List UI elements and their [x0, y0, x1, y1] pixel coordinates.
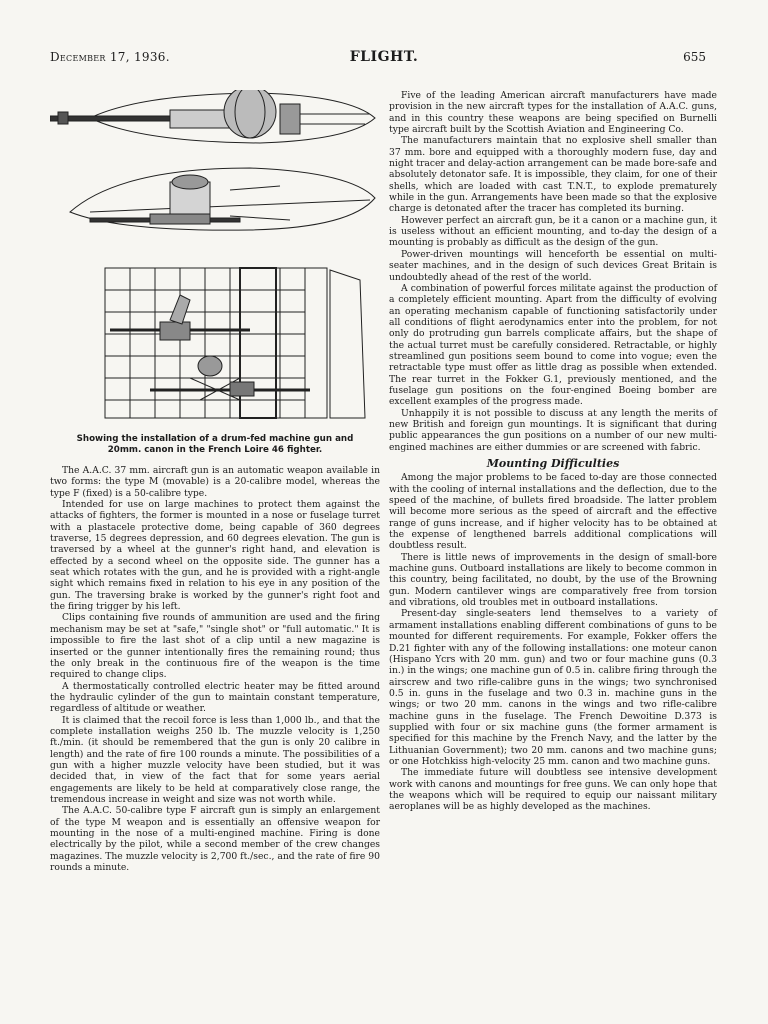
magazine-title: FLIGHT.	[349, 49, 419, 65]
paragraph: The A.A.C. 37 mm. aircraft gun is an automatic weapon available in two forms: the type M (movable) is a 20-calibre model, whereas the type F (fixed) is a 50-calibre type.	[50, 465, 380, 499]
side-view-drawing	[70, 168, 375, 230]
paragraph: It is claimed that the recoil force is less than 1,000 lb., and that the complete installation weighs 250 lb. The muzzle velocity is 1,250 ft./min. (it should be remembered that the gun is only 20 calibre in length) and the rate of fire 100 rounds a minute. The possibilities of a gun with a higher muzzle velocity have been studied, but it was decided that, in view of the fact that for some years aerial engagements are likely to be held at comparatively close range, the tremendous increase in weight and size was not worth while.	[50, 714, 380, 805]
technical-drawing	[50, 90, 380, 430]
caption-line: Showing the installation of a drum-fed machine gun and	[76, 434, 354, 444]
gun-installation-drawings	[50, 90, 380, 430]
paragraph: However perfect an aircraft gun, be it a canon or a machine gun, it is useless without an efficient mounting, and to-day the design of a mounting is probably as difficult as the design of the gun.	[389, 214, 717, 249]
paragraph: Five of the leading American aircraft manufacturers have made provision in the new aircraft types for the installation of A.A.C. guns, and in this country these weapons are being specified on Burnelli type aircraft built by the Scottish Aviation and Engineering Co.	[389, 90, 717, 136]
section-subheading: Mounting Difficulties	[486, 457, 620, 470]
paragraph: There is little news of improvements in the design of small-bore machine guns. Outboard installations are likely to become common in this country, being facilitated, no doubt, by the use of the Browning gun. Modern cantilever wings are comparatively free from torsion and vibrations, old troubles met in outboard installations.	[389, 551, 717, 609]
paragraph: The immediate future will doubtless see intensive development work with canons and mountings for free guns. We can only hope that the weapons which will be required to equip our naissant military aeroplanes will be as highly developed as the machines.	[389, 767, 717, 813]
right-column-text	[389, 90, 717, 813]
paragraph: A thermostatically controlled electric heater may be fitted around the hydraulic cylinder of the gun to maintain constant temperature, regardless of altitude or weather.	[50, 680, 380, 715]
figure-caption	[50, 434, 380, 456]
page-number: 655	[683, 50, 706, 64]
paragraph: The A.A.C. 50-calibre type F aircraft gun is simply an enlargement of the type M weapon and is essentially an offensive weapon for mounting in the nose of a multi-engined machine. Firing is done electrically by the pilot, while a second member of the crew changes magazines. The muzzle velocity is 2,700 ft./sec., and the rate of fire 90 rounds a minute.	[50, 805, 380, 874]
paragraph: Power-driven mountings will henceforth be essential on multi-seater machines, and in the design of such devices Great Britain is undoubtedly ahead of the rest of the world.	[389, 248, 717, 283]
left-column-text	[50, 465, 380, 873]
plan-view-drawing	[50, 90, 375, 143]
caption-line: 20mm. canon in the French Loire 46 fighter.	[107, 445, 323, 455]
paragraph: A combination of powerful forces militate against the production of a completely efficient mounting. Apart from the difficulty of evolving an operating mechanism capable of functioning satisfactorily under all conditions of flight aerodynamics enter into the problem, for not only do protruding gun barrels complicate affairs, but the shape of the actual turret must be carefully considered. Retractable, or highly streamlined gun positions seem bound to come into vogue; even the retractable type must offer as little drag as possible when extended. The rear turret in the Fokker G.1, previously mentioned, and the fuselage gun positions on the four-engined Boeing bomber are excellent examples of the progress made.	[389, 282, 717, 408]
paragraph: Present-day single-seaters lend themselves to a variety of armament installations enabling different combinations of guns to be mounted for different requirements. For example, Fokker offers the D.21 fighter with any of the following installations: one moteur canon (Hispano Ycrs with 20 mm. gun) and two or four machine guns (0.3 in.) in the wings; one machine gun of 0.5 in. calibre firing through the airscrew and two rifle-calibre guns in the wings; two synchronised 0.5 in. guns in the fuselage and two 0.3 in. machine guns in the wings; or two 20 mm. canons in the wings and two rifle-calibre machine guns in the fuselage. The French Dewoitine D.373 is supplied with four or six machine guns (the former armament is specified for this machine by the French Navy, and the latter by the Lithuanian Government); two 20 mm. canons and two machine guns; or one Hotchkiss high-velocity 25 mm. canon and two machine guns.	[389, 608, 717, 767]
paragraph: Clips containing five rounds of ammunition are used and the firing mechanism may be set at "safe," "single shot" or "full automatic." It is impossible to fire the last shot of a clip until a new magazine is inserted or the gunner intentionally fires the remaining round; thus the only break in the continuous fire of the weapon is the time required to change clips.	[50, 612, 380, 681]
paragraph: Unhappily it is not possible to discuss at any length the merits of new British and foreign gun mountings. It is significant that during public appearances the gun positions on a number of our new multi-engined machines are either dummies or are screened with fabric.	[389, 407, 717, 453]
paragraph: The manufacturers maintain that no explosive shell smaller than 37 mm. bore and equipped with a thoroughly modern fuse, day and night tracer and delay-action arrangement can be made bore-safe and absolutely detonator safe. It is impossible, they claim, for one of their shells, which are loaded with cast T.N.T., to explode prematurely while in the gun. Arrangements have been made so that the explosive charge is detonated after the tracer has completed its burning.	[389, 135, 717, 215]
wing-installation-drawing	[105, 268, 365, 418]
paragraph: Intended for use on large machines to protect them against the attacks of fighters, the former is mounted in a nose or fuselage turret with a plastacele protective dome, being capable of 360 degrees traverse, 15 degrees depression, and 60 degrees elevation. The gun is traversed by a wheel at the gunner's right hand, and elevation is effected by a second wheel on the opposite side. The gunner has a seat which rotates with the gun, and he is provided with a right-angle sight which remains fixed in relation to his eye in any position of the gun. The traversing brake is worked by the gunner's right foot and the firing trigger by his left.	[50, 499, 380, 613]
paragraph: Among the major problems to be faced to-day are those connected with the cooling of internal installations and the deflection, due to the speed of the machine, of bullets fired broadside. The latter problem will become more serious as the speed of aircraft and the effective range of guns increase, and if higher velocity has to be obtained at the expense of lengthened barrels additional complications will doubtless result.	[389, 472, 717, 552]
page-header	[50, 50, 718, 68]
issue-date: December 17, 1936.	[50, 50, 170, 64]
